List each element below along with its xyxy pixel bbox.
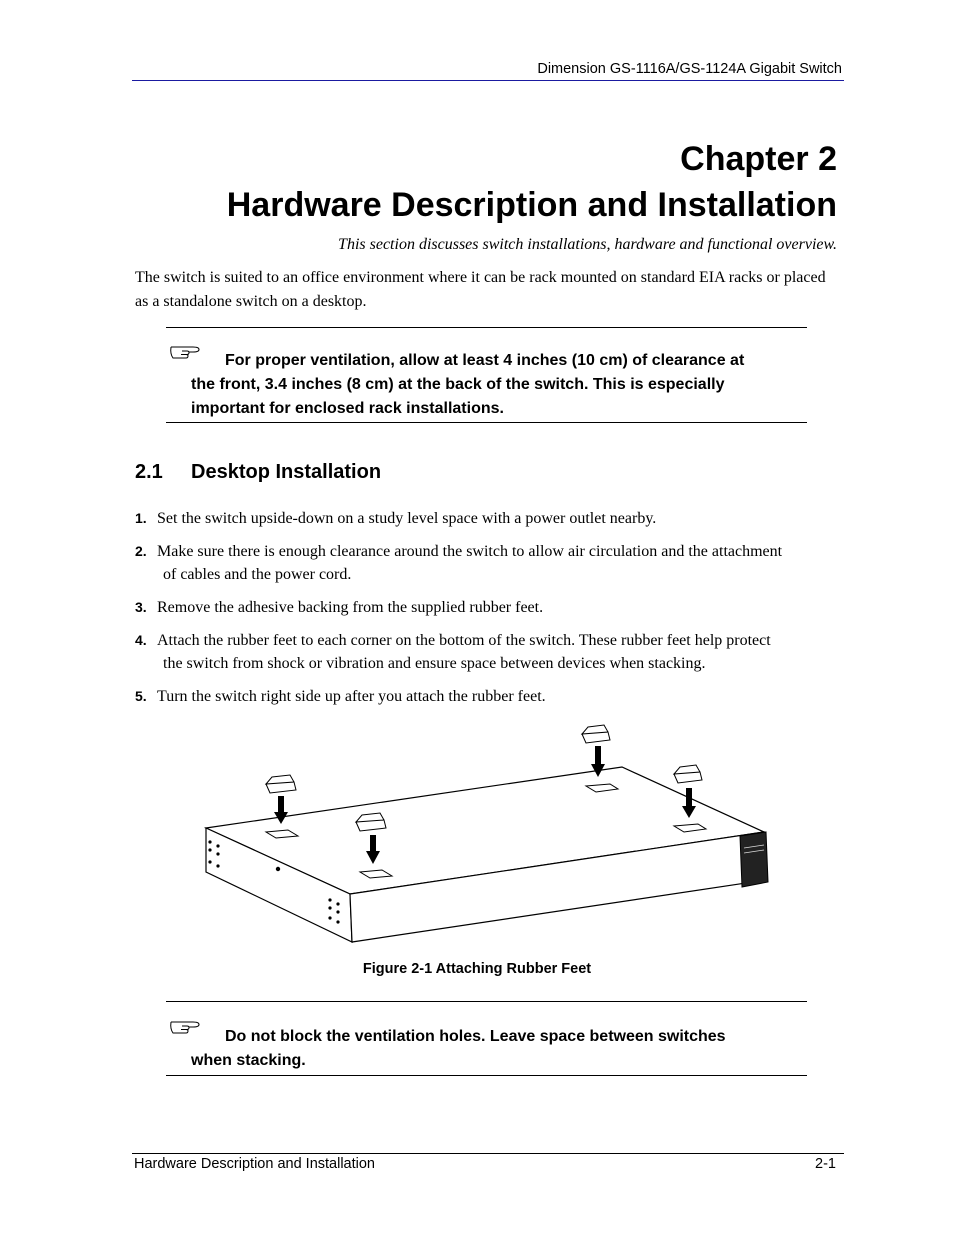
note-bottom-rule [166,1075,807,1076]
note-ventilation [191,349,801,421]
note-stacking [191,1025,801,1073]
step-number: 5. [135,688,147,704]
note-bottom-rule [166,422,807,423]
intro-paragraph: The switch is suited to an office environment where it can be rack mounted on standard EIA racks or placed as a standalone switch on a desktop. [135,269,826,310]
step-text-continued: the switch from shock or vibration and ensure space between devices when stacking. [163,655,706,672]
running-header: Dimension GS-1116A/GS-1124A Gigabit Switch [537,61,842,77]
chapter-title: Hardware Description and Installation [226,186,837,224]
note-line: the front, 3.4 inches (8 cm) at the back of the switch. This is especially [191,376,725,393]
page-number: 2-1 [815,1156,836,1172]
list-item [135,507,835,530]
list-item [135,629,835,675]
chapter-subtitle: This section discusses switch installations, hardware and functional overview. [338,236,837,253]
step-number: 1. [135,510,147,526]
note-top-rule [166,1001,807,1002]
note-line: Do not block the ventilation holes. Leave space between switches [225,1028,726,1045]
list-item [135,596,835,619]
footer-title: Hardware Description and Installation [134,1156,375,1172]
step-text: Make sure there is enough clearance around the switch to allow air circulation and the attachment [157,543,783,560]
figure-caption: Figure 2-1 Attaching Rubber Feet [362,961,592,977]
step-number: 2. [135,543,147,559]
header-rule [132,80,844,81]
note-line: when stacking. [191,1052,306,1069]
list-item [135,540,835,586]
section-heading [135,461,381,484]
list-item [135,685,835,708]
note-line: important for enclosed rack installations. [191,400,504,417]
footer-rule [132,1153,844,1154]
chapter-label: Chapter 2 [680,140,837,178]
step-number: 3. [135,599,147,615]
section-title: Desktop Installation [191,461,382,483]
note-top-rule [166,327,807,328]
step-number: 4. [135,632,147,648]
step-text: Set the switch upside-down on a study level space with a power outlet nearby. [157,510,657,527]
rubber-feet-illustration [200,722,772,948]
note-line: For proper ventilation, allow at least 4 inches (10 cm) of clearance at [225,352,745,369]
section-number: 2.1 [135,461,163,483]
step-text: Remove the adhesive backing from the supplied rubber feet. [157,599,544,616]
switch-end-panel [740,832,768,887]
step-text: Turn the switch right side up after you attach the rubber feet. [157,688,546,705]
step-text-continued: of cables and the power cord. [163,566,352,583]
step-text: Attach the rubber feet to each corner on the bottom of the switch. These rubber feet help protect [157,632,771,649]
chapter-heading [227,136,837,228]
